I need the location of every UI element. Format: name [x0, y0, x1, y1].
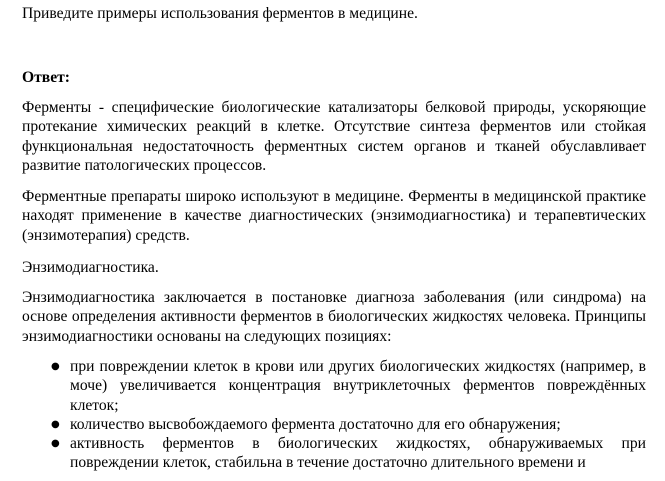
- list-item: [22, 415, 646, 434]
- list-item: [22, 434, 646, 473]
- list-item-text: количество высвобождаемого фермента достаточно для его обнаружения;: [70, 415, 561, 433]
- paragraph-enzymodiagnostics-title: Энзимодиагностика.: [22, 259, 159, 276]
- list-item: [22, 357, 646, 415]
- paragraph-enzymodiagnostics-description: Энзимодиагностика заключается в постановке диагноза заболевания (или синдрома) на основе определения активности ферментов в биологических жидкостях человека. Принципы энзимодиагностики основаны на следующих позициях:: [22, 289, 646, 345]
- answer-heading: Ответ:: [22, 69, 70, 86]
- paragraph-enzyme-preparations: Ферментные препараты широко используют в медицине. Ферменты в медицинской практике находят применение в качестве диагностических (энзимодиагностика) и терапевтических (энзимотерапия) средств.: [22, 188, 646, 244]
- bullet-icon: ●: [51, 361, 60, 372]
- bullet-icon: ●: [51, 438, 60, 450]
- question-text: Приведите примеры использования ферментов в медицине.: [22, 5, 418, 22]
- paragraph-enzymes-definition: Ферменты - специфические биологические катализаторы белковой природы, ускоряющие протекание химических реакций в клетке. Отсутствие синтеза ферментов или стойкая функциональная недостаточность ферментных систем органов и тканей обуславливает развитие патологических процессов.: [22, 99, 646, 174]
- bullet-icon: ●: [51, 418, 60, 430]
- list-item-text: активность ферментов в биологических жидкостях, обнаруживаемых при повреждении клеток, стабильна в течение достаточно длительного времени и: [70, 435, 646, 472]
- list-item-text: при повреждении клеток в крови или других биологических жидкостях (например, в моче) увеличивается концентрация внутриклеточных ферментов повреждённых клеток;: [70, 358, 646, 414]
- principles-list: [22, 357, 646, 473]
